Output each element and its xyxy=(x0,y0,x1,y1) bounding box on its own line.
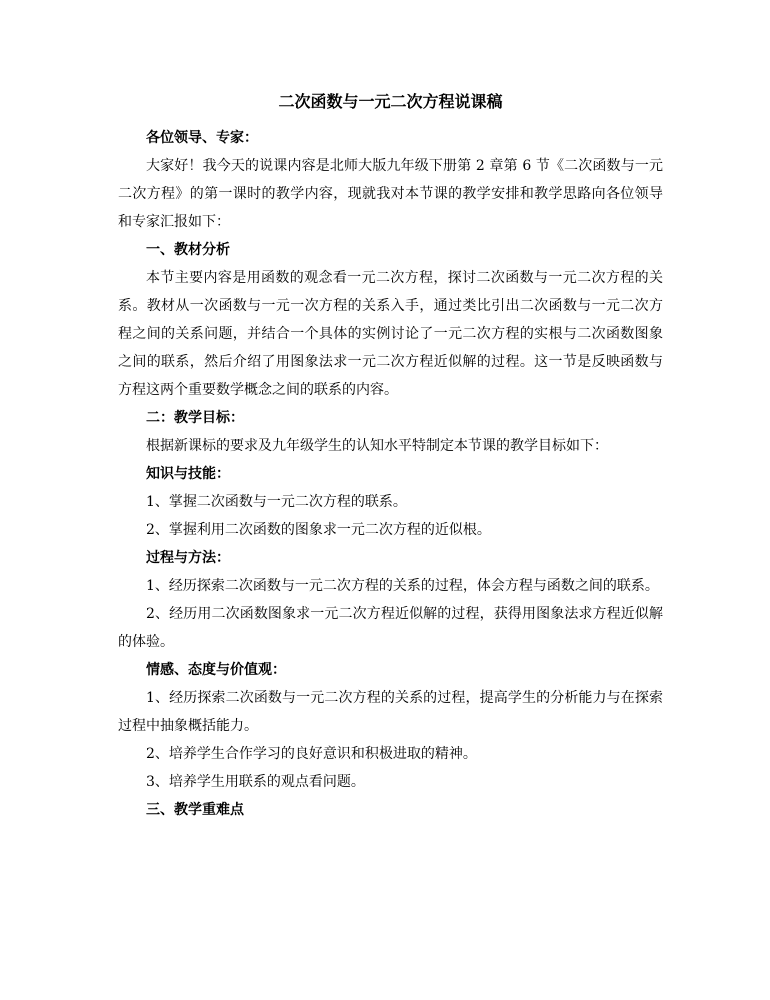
process-item: 1、经历探索二次函数与一元二次方程的关系的过程，体会方程与函数之间的联系。 xyxy=(146,578,659,594)
materials-paragraph: 本节主要内容是用函数的观念看一元二次方程，探讨二次函数与一元二次方程的关系。教材从一次函数与一元一次方程的关系入手，通过类比引出二次函数与一元二次方程之间的关系问题，并结合一个具体的实例讨论了一元二次方程的实根与二次函数图象之间的联系，然后介绍了用图象法求一元二次方程近似解的过程。这一节是反映函数与方程这两个重要数学概念之间的联系的内容。 xyxy=(118,270,663,398)
intro-paragraph: 大家好！我今天的说课内容是北师大版九年级下册第 2 章第 6 节《二次函数与一元二次方程》的第一课时的教学内容，现就我对本节课的教学安排和教学思路向各位领导和专家汇报如下： xyxy=(118,158,663,230)
objectives-paragraph: 根据新课标的要求及九年级学生的认知水平特制定本节课的教学目标如下： xyxy=(146,438,608,454)
process-item: 2、经历用二次函数图象求一元二次方程近似解的过程，获得用图象法求方程近似解的体验。 xyxy=(118,606,663,650)
knowledge-item: 1、掌握二次函数与一元二次方程的联系。 xyxy=(146,494,407,510)
emotion-item: 1、经历探索二次函数与一元二次方程的关系的过程，提高学生的分析能力与在探索过程中抽象概括能力。 xyxy=(118,690,663,734)
subheading-process: 过程与方法： xyxy=(146,550,230,566)
subheading-emotion: 情感、态度与价值观： xyxy=(146,662,286,678)
document-body xyxy=(118,92,663,824)
subheading-knowledge: 知识与技能： xyxy=(146,466,230,482)
emotion-item: 3、培养学生用联系的观点看问题。 xyxy=(146,774,365,790)
section-heading-objectives: 二：教学目标： xyxy=(146,410,244,426)
section-heading-key-points: 三、教学重难点 xyxy=(146,802,244,818)
emotion-item: 2、培养学生合作学习的良好意识和积极进取的精神。 xyxy=(146,746,477,762)
document-title: 二次函数与一元二次方程说课稿 xyxy=(278,92,503,111)
greeting: 各位领导、专家： xyxy=(146,130,258,146)
section-heading-materials: 一、教材分析 xyxy=(146,242,230,258)
knowledge-item: 2、掌握利用二次函数的图象求一元二次方程的近似根。 xyxy=(146,522,491,538)
